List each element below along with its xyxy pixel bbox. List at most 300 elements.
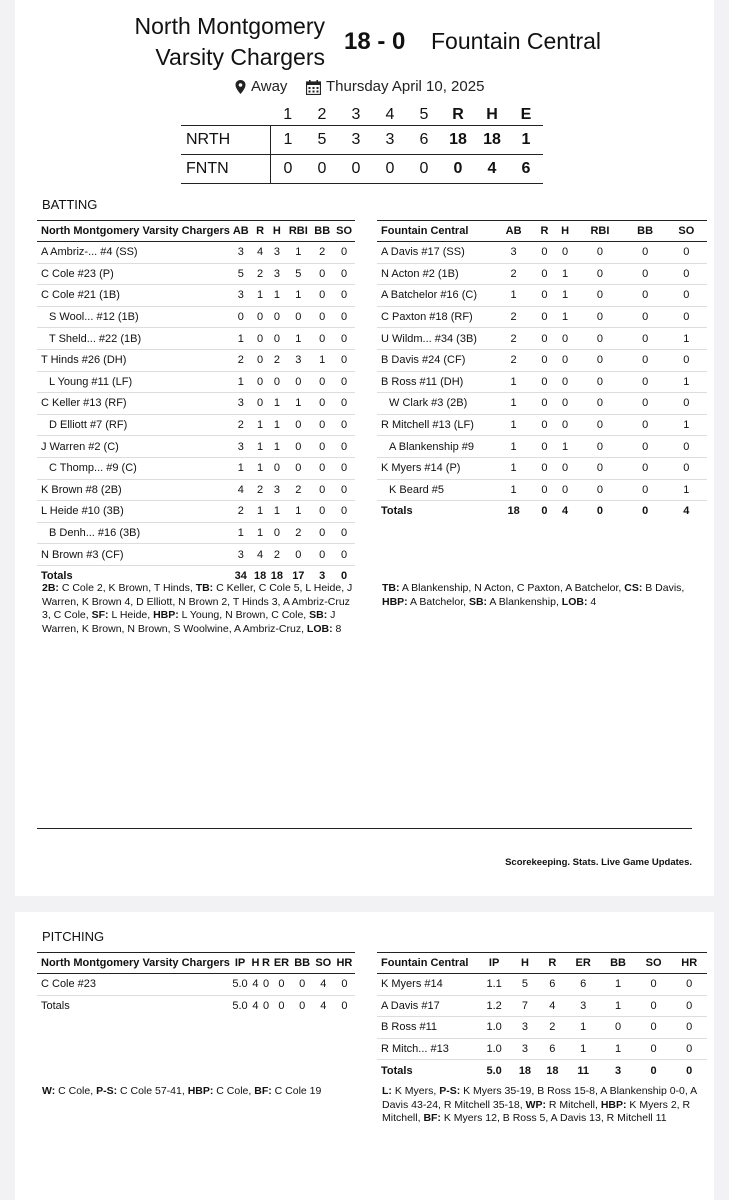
batting-section-title: BATTING [42,197,98,212]
home-pitching-notes [42,1085,360,1099]
game-location: Away [251,78,288,95]
stat-bb: 0 [625,263,666,285]
stat-h: 2 [269,544,286,566]
stat-r: 6 [539,974,566,996]
stat-so: 4 [313,974,334,996]
stat-er: 3 [566,995,600,1017]
stat-so: 1 [666,414,707,436]
stat-so: 0 [636,995,672,1017]
stat-r: 0 [252,371,269,393]
stat-r: 6 [539,1038,566,1060]
note-key: HBP: [600,1098,627,1111]
player-name: C Paxton #18 (RF) [377,306,493,328]
stat-ab: 1 [230,328,252,350]
player-row [377,1038,707,1060]
stat-ab: 1 [493,436,534,458]
total-rbi: 0 [596,505,604,518]
stat-rbi: 0 [575,349,624,371]
stat-bb: 0 [625,306,666,328]
stat-rbi: 0 [575,306,624,328]
player-row [37,974,355,996]
stat-ab: 1 [493,414,534,436]
player-name: C Thomp... #9 (C) [37,457,230,479]
player-row [37,393,355,415]
stat-ab: 1 [493,285,534,307]
home-team-name [15,11,325,73]
column-header-h: H [555,221,576,242]
stat-r: 4 [252,544,269,566]
stat-so: 0 [333,285,355,307]
line-score-header [181,104,543,126]
inning-4-header: 4 [385,105,395,123]
stat-rbi: 0 [575,263,624,285]
stat-bb: 0 [311,263,333,285]
stat-h: 1 [269,414,286,436]
stat-rbi: 0 [285,414,311,436]
stat-so: 0 [333,349,355,371]
total-r: 0 [541,505,548,518]
stat-ab: 2 [230,414,252,436]
stat-r: 1 [252,522,269,544]
inning-1-runs: 1 [271,126,306,155]
player-row [37,285,355,307]
total-hr: 0 [341,999,348,1012]
stat-bb: 0 [311,328,333,350]
player-row [377,393,707,415]
stat-h: 1 [269,285,286,307]
player-row [377,457,707,479]
player-name: C Cole #23 [37,974,230,996]
stat-so: 0 [333,479,355,501]
player-row [37,457,355,479]
away-team-name: Fountain Central [431,28,602,54]
stat-h: 1 [269,393,286,415]
table-header [37,221,355,242]
column-header-ab: AB [493,221,534,242]
stat-rbi: 0 [575,328,624,350]
player-name: C Cole #23 (P) [37,263,230,285]
player-name: A Davis #17 [377,995,477,1017]
stat-bb: 0 [311,457,333,479]
total-h: 4 [252,999,259,1012]
note-text: K Myers, [391,1085,440,1097]
stat-bb: 0 [625,436,666,458]
stat-h: 0 [555,414,576,436]
stat-so: 0 [333,544,355,566]
note-key: LOB: [306,622,333,635]
stat-r: 2 [539,1017,566,1039]
stat-r: 0 [534,436,555,458]
player-row [377,479,707,501]
stat-bb: 0 [311,306,333,328]
note-key: HBP: [153,609,179,621]
total-errors: 6 [509,155,543,184]
note-text: C Cole, [55,1085,97,1097]
stat-rbi: 0 [575,393,624,415]
stat-r: 4 [539,995,566,1017]
total-h: 18 [270,570,284,583]
runs-header: R [452,105,464,123]
stat-bb: 0 [311,479,333,501]
stat-rbi: 1 [285,242,311,264]
column-header-h: H [269,221,286,242]
stat-h: 2 [269,349,286,371]
note-key: W: [42,1085,56,1097]
inning-4-runs: 3 [373,126,407,155]
home-team-line1: North Montgomery [134,13,325,39]
stat-so: 0 [333,414,355,436]
stat-hr: 0 [671,974,707,996]
note-text: K Myers 2, R Mitchell, [382,1098,691,1124]
note-key: HBP: [187,1085,214,1097]
column-header-bb: BB [600,953,636,974]
stat-rbi: 0 [285,436,311,458]
player-row [37,349,355,371]
note-text: A Blankenship, [487,595,562,608]
line-score [181,104,543,184]
note-key: SB: [468,595,488,608]
stat-so: 0 [333,328,355,350]
inning-2-header: 2 [317,105,327,123]
note-key: CS: [624,582,643,594]
total-bb: 3 [614,1064,622,1077]
stat-h: 5 [511,974,538,996]
inning-2-runs: 0 [305,155,339,184]
column-header-h: H [250,953,261,974]
stat-so: 0 [636,974,672,996]
column-header-hr: HR [334,953,355,974]
player-name: T Sheld... #22 (1B) [37,328,230,350]
stat-r: 0 [534,285,555,307]
inning-2-runs: 5 [305,126,339,155]
stat-bb: 0 [625,457,666,479]
note-text: A Batchelor, [407,595,469,608]
line-score-row [181,155,543,184]
hits-header: H [486,105,498,123]
stat-so: 0 [333,501,355,523]
inning-5-runs: 6 [407,126,441,155]
player-row [37,242,355,264]
note-key: LOB: [561,595,588,608]
total-ab: 34 [234,570,247,583]
stat-r: 0 [252,393,269,415]
stat-so: 0 [666,457,707,479]
team-abbr: NRTH [181,126,271,155]
home-pitching-table [37,952,355,1016]
stat-ab: 0 [230,306,252,328]
player-name: R Mitch... #13 [377,1038,477,1060]
stat-so: 1 [666,479,707,501]
total-r: 18 [546,1064,559,1077]
note-text: C Cole 19 [271,1085,322,1097]
stat-rbi: 0 [575,479,624,501]
column-header-so: SO [636,953,672,974]
home-batting-table [37,220,355,587]
player-row [377,371,707,393]
stat-ab: 1 [230,522,252,544]
stat-rbi: 0 [575,414,624,436]
tagline: Scorekeeping. Stats. Live Game Updates. [505,857,692,868]
stat-rbi: 0 [575,285,624,307]
column-header-so: SO [333,221,355,242]
stat-h: 0 [269,522,286,544]
note-text: L Heide, [108,609,154,621]
stat-bb: 0 [311,371,333,393]
stat-bb: 0 [600,1017,636,1039]
inning-5-header: 5 [419,105,429,123]
player-name: D Elliott #7 (RF) [37,414,230,436]
note-text: C Cole 57-41, [117,1085,188,1097]
team-column-header: North Montgomery Varsity Chargers [37,221,230,242]
player-row [37,263,355,285]
stat-bb: 0 [311,393,333,415]
stat-r: 0 [534,306,555,328]
total-so: 4 [320,999,327,1012]
stat-h: 3 [511,1017,538,1039]
stat-rbi: 1 [285,501,311,523]
column-header-rbi: RBI [575,221,624,242]
stat-ab: 3 [493,242,534,264]
totals-label: Totals [41,570,73,583]
stat-h: 0 [555,479,576,501]
note-key: TB: [382,582,400,594]
pitching-section-title: PITCHING [42,929,105,944]
player-name: A Davis #17 (SS) [377,242,493,264]
stat-r: 0 [261,974,272,996]
player-name: L Heide #10 (3B) [37,501,230,523]
table-header [377,953,707,974]
stat-h: 1 [555,306,576,328]
total-bb: 0 [642,505,649,518]
inning-3-runs: 3 [339,126,373,155]
player-name: U Wildm... #34 (3B) [377,328,493,350]
player-name: S Wool... #12 (1B) [37,306,230,328]
total-ip: 5.0 [486,1064,502,1077]
stat-h: 3 [511,1038,538,1060]
player-name: K Beard #5 [377,479,493,501]
divider [37,828,692,829]
stat-er: 6 [566,974,600,996]
stat-r: 0 [252,328,269,350]
stat-rbi: 0 [285,457,311,479]
column-header-ip: IP [477,953,511,974]
note-text: R Mitchell, [545,1098,601,1111]
pitching-card [15,912,714,1200]
total-bb: 3 [319,570,326,583]
player-row [37,328,355,350]
player-row [377,349,707,371]
stat-ip: 1.0 [477,1017,511,1039]
totals-row [377,501,707,522]
stat-bb: 0 [625,349,666,371]
stat-so: 0 [666,242,707,264]
stat-rbi: 1 [285,285,311,307]
away-pitching-notes [382,1085,702,1126]
player-name: K Myers #14 (P) [377,457,493,479]
stat-r: 1 [252,285,269,307]
away-batting-notes [382,582,702,609]
player-name: K Myers #14 [377,974,477,996]
stat-r: 0 [534,457,555,479]
stat-rbi: 2 [285,522,311,544]
total-hits: 18 [475,126,509,155]
stat-r: 0 [534,371,555,393]
player-name: B Ross #11 [377,1017,477,1039]
column-header-ip: IP [230,953,250,974]
stat-ab: 2 [230,349,252,371]
stat-ab: 1 [230,457,252,479]
total-ab: 18 [507,505,520,518]
player-row [377,974,707,996]
total-h: 18 [518,1064,532,1077]
stat-so: 0 [333,393,355,415]
player-row [377,436,707,458]
note-key: BF: [254,1085,272,1097]
stat-ab: 2 [493,328,534,350]
stat-bb: 0 [625,328,666,350]
stat-h: 0 [269,457,286,479]
stat-so: 0 [666,349,707,371]
stat-h: 3 [269,263,286,285]
player-row [37,544,355,566]
stat-so: 0 [666,285,707,307]
stat-ab: 4 [230,479,252,501]
note-key: TB: [195,582,214,594]
stat-so: 0 [666,436,707,458]
away-pitching-table [377,952,707,1081]
column-header-bb: BB [292,953,313,974]
line-score-row [181,126,543,155]
column-header-bb: BB [625,221,666,242]
stat-so: 0 [636,1038,672,1060]
stat-so: 1 [666,371,707,393]
player-row [37,414,355,436]
note-text: C Cole 2, K Brown, T Hinds, [58,582,196,594]
stat-so: 0 [333,263,355,285]
note-text: J Warren, K Brown, N Brown, S Woolwine, A Ambriz-Cruz, [42,609,336,635]
player-name: L Young #11 (LF) [37,371,230,393]
stat-h: 0 [269,371,286,393]
player-row [37,522,355,544]
inning-3-header: 3 [351,105,361,123]
stat-r: 0 [534,242,555,264]
totals-row [377,1060,707,1081]
player-name: N Acton #2 (1B) [377,263,493,285]
player-name: K Brown #8 (2B) [37,479,230,501]
note-text: C Cole, [213,1085,255,1097]
table-header [377,221,707,242]
player-row [377,414,707,436]
total-hr: 0 [686,1064,693,1077]
stat-rbi: 0 [575,457,624,479]
stat-r: 0 [534,479,555,501]
stat-r: 0 [534,349,555,371]
note-text: 8 [332,622,342,635]
stat-bb: 0 [292,974,313,996]
stat-rbi: 0 [575,436,624,458]
stat-r: 0 [534,414,555,436]
note-key: BF: [423,1112,441,1124]
stat-r: 1 [252,501,269,523]
column-header-r: R [539,953,566,974]
stat-r: 4 [252,242,269,264]
column-header-so: SO [666,221,707,242]
stat-bb: 1 [600,995,636,1017]
player-name: A Batchelor #16 (C) [377,285,493,307]
stat-rbi: 0 [285,306,311,328]
player-row [37,306,355,328]
total-so: 0 [650,1064,657,1077]
stat-rbi: 0 [575,242,624,264]
stat-so: 0 [333,242,355,264]
player-row [377,995,707,1017]
stat-hr: 0 [334,974,355,996]
stat-r: 2 [252,479,269,501]
stat-h: 4 [250,974,261,996]
column-header-ab: AB [230,221,252,242]
stat-rbi: 1 [285,393,311,415]
stat-bb: 0 [311,285,333,307]
note-text: 4 [587,595,597,608]
stat-hr: 0 [671,995,707,1017]
column-header-er: ER [566,953,600,974]
stat-ab: 2 [493,349,534,371]
stat-rbi: 3 [285,349,311,371]
player-row [377,1017,707,1039]
player-name: B Davis #24 (CF) [377,349,493,371]
stat-bb: 0 [625,393,666,415]
stat-ip: 5.0 [230,974,250,996]
stat-h: 0 [555,457,576,479]
stat-r: 0 [534,328,555,350]
stat-rbi: 0 [285,371,311,393]
table-header [37,953,355,974]
player-row [37,371,355,393]
player-name: W Clark #3 (2B) [377,393,493,415]
stat-h: 1 [269,501,286,523]
final-score: 18 - 0 [344,28,406,55]
stat-h: 1 [555,436,576,458]
stat-so: 0 [666,393,707,415]
stat-rbi: 2 [285,479,311,501]
errors-header: E [520,105,532,123]
stat-r: 1 [252,436,269,458]
stat-h: 0 [269,306,286,328]
totals-label: Totals [381,1064,413,1077]
stat-ip: 1.0 [477,1038,511,1060]
player-name: R Mitchell #13 (LF) [377,414,493,436]
away-batting-table [377,220,707,522]
stat-bb: 0 [625,414,666,436]
total-rbi: 17 [292,570,305,583]
calendar-icon [306,78,321,95]
total-er: 0 [278,999,285,1012]
stat-er: 0 [271,974,291,996]
stat-er: 1 [566,1038,600,1060]
team-column-header: Fountain Central [377,221,493,242]
stat-r: 0 [534,263,555,285]
note-key: SB: [309,609,328,621]
note-text: A Blankenship, N Acton, C Paxton, A Batchelor, [399,582,625,594]
stat-bb: 0 [625,479,666,501]
column-header-hr: HR [671,953,707,974]
note-key: SF: [91,609,109,621]
stat-bb: 0 [625,371,666,393]
stat-bb: 0 [625,285,666,307]
totals-row [37,995,355,1016]
total-runs: 18 [441,126,475,155]
stat-r: 1 [252,457,269,479]
